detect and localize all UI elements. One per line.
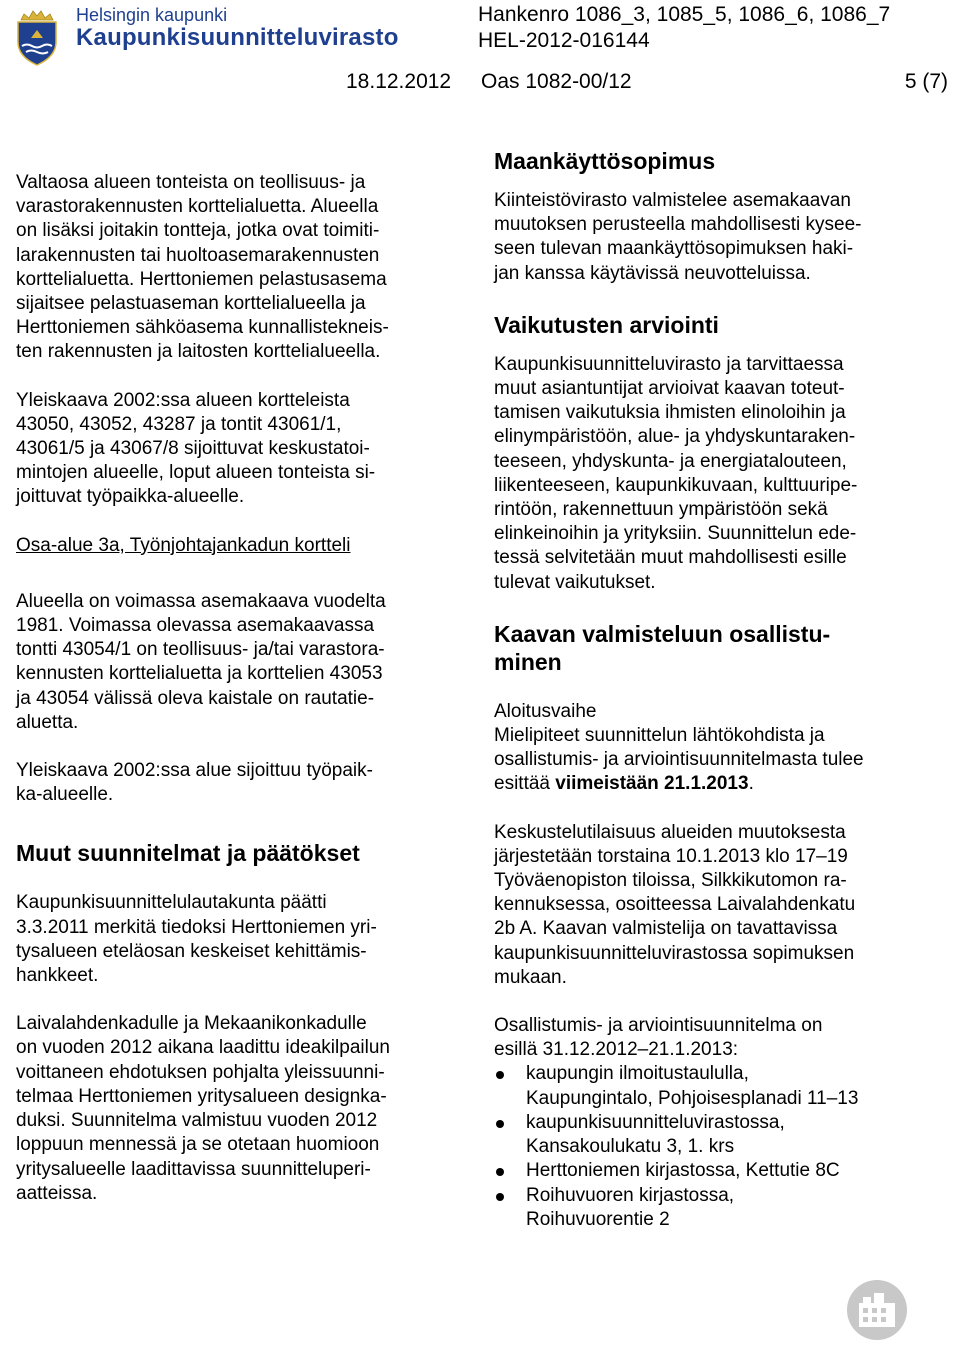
- display-locations-paragraph: Osallistumis- ja arviointisuunnitelma on esillä 31.12.2012–21.1.2013:: [494, 1015, 823, 1061]
- document-id: Oas 1082-00/12: [481, 70, 632, 93]
- bullet-icon: [496, 1071, 504, 1079]
- city-name: Helsingin kaupunki: [76, 5, 228, 25]
- impact-assessment-heading: Vaikutusten arviointi: [494, 311, 719, 338]
- impact-assessment-paragraph: Kaupunkisuunnitteluvirasto ja tarvittaessa muut asiantuntijat arvioivat kaavan toteut- tamisen vaikutuksia ihmisten elinoloihin ja elinympäristöön, alue- ja yhdyskuntaraken- teeseen, yhdyskunta- ja energiatalouteen, liikenteeseen, kaupunkikuvaan, kulttuuripe- rintöön, rakennettuun ympäristöön sekä elinkeinoihin ja yrityksiin. Suunnittelun ede- tessä selvitetään muut mahdollisesti esille tulevat vaikutukset.: [494, 353, 858, 593]
- participation-heading: Kaavan valmisteluun osallistu- minen: [494, 620, 831, 675]
- discussion-event-paragraph: Keskustelutilaisuus alueiden muutoksesta järjestetään torstaina 10.1.2013 klo 17–19 Työväenopiston tiloissa, Silkkikutomon ra- kennuksessa, osoitteessa Laivalahdenkatu 2b A. Kaavan valmistelija on tavattavissa kaupunkisuunnitteluvirastossa sopimuksen mukaan.: [494, 821, 856, 988]
- reference-number: HEL-2012-016144: [478, 29, 650, 52]
- subarea-heading: Osa-alue 3a, Työnjohtajankadun kortteli: [16, 534, 351, 556]
- list-item: kaupungin ilmoitustaululla, Kaupungintalo, Pohjoisesplanadi 11–13: [494, 1062, 914, 1110]
- land-use-paragraph: Valtaosa alueen tonteista on teollisuus- ja varastorakennusten korttelialuetta. Alueella on lisäksi joitakin tontteja, jotka ovat toimiti- larakennusten tai huoltoasemarakennusten korttelialuetta. Herttoniemen pelastusasema sijaitsee pelastuaseman korttelialueella ja Herttoniemen sähköasema kunnallistekneis- ten rakennusten ja laitosten korttelialueella.: [16, 172, 389, 363]
- zoning-paragraph: Alueella on voimassa asemakaava vuodelta 1981. Voimassa olevassa asemakaavassa tontti 43054/1 on teollisuus- ja/tai varastora- kennusten korttelialuetta ja korttelien 43053 ja 43054 välissä oleva kaistale on rautatie- aluetta.: [16, 590, 386, 733]
- display-locations-list: [494, 1062, 914, 1231]
- office-name: Kaupunkisuunnitteluvirasto: [76, 23, 399, 51]
- deadline-text: viimeistään 21.1.2013: [555, 773, 749, 795]
- initial-phase-paragraph: Aloitusvaihe Mielipiteet suunnittelun lähtökohdista ja osallistumis- ja arviointisuunnitelmasta tulee esittää viimeistään 21.1.2013.: [494, 700, 864, 795]
- list-item: Herttoniemen kirjastossa, Kettutie 8C: [494, 1159, 914, 1183]
- land-use-agreement-heading: Maankäyttösopimus: [494, 148, 716, 174]
- board-decision-paragraph: Kaupunkisuunnittelulautakunta päätti 3.3.2011 merkitä tiedoksi Herttoniemen yri- tysalueen eteläosan keskeiset kehittämis- hankkeet.: [16, 892, 377, 987]
- case-numbers: Hankenro 1086_3, 1085_5, 1086_6, 1086_7: [478, 3, 891, 26]
- page-number: 5 (7): [904, 70, 948, 93]
- list-item: kaupunkisuunnitteluvirastossa, Kansakoulukatu 3, 1. krs: [494, 1111, 914, 1159]
- land-use-agreement-paragraph: Kiinteistövirasto valmistelee asemakaavan muutoksen perusteella mahdollisesti kysee- seen tulevan maankäyttösopimuksen haki- jan kanssa käytävissä neuvotteluissa.: [494, 190, 862, 284]
- bullet-icon: [496, 1193, 504, 1201]
- master-plan-paragraph: Yleiskaava 2002:ssa alueen kortteleista 43050, 43052, 43287 ja tontit 43061/1, 43061/5 ja 43067/8 sijoittuvat keskustatoi- mintojen alueelle, loput alueen tonteista si- joittuvat työpaikka-alueelle.: [16, 389, 376, 508]
- watermark-icon: [846, 1279, 908, 1341]
- other-plans-heading: Muut suunnitelmat ja päätökset: [16, 840, 360, 867]
- subarea-master-plan-paragraph: Yleiskaava 2002:ssa alue sijoittuu työpaik- ka-alueelle.: [16, 760, 373, 806]
- street-plan-paragraph: Laivalahdenkadulle ja Mekaanikonkadulle on vuoden 2012 aikana laadittu ideakilpailun voittaneen ehdotuksen pohjalta yleissuunni- telmaa Herttoniemen yritysalueen designka- duksi. Suunnitelma valmistuu vuoden 2012 loppuun mennessä ja se otetaan huomioon yritysalueelle laadittavissa suunnitteluperi- aatteissa.: [16, 1013, 390, 1204]
- right-column: [494, 147, 914, 1232]
- helsinki-crest-icon: [12, 8, 62, 66]
- document-date: 18.12.2012: [346, 70, 452, 93]
- organization-name: [76, 6, 399, 50]
- list-item: Roihuvuoren kirjastossa, Roihuvuorentie 2: [494, 1184, 914, 1232]
- left-column: [16, 171, 456, 1206]
- bullet-icon: [496, 1120, 504, 1128]
- bullet-icon: [496, 1168, 504, 1176]
- case-info: [478, 2, 890, 54]
